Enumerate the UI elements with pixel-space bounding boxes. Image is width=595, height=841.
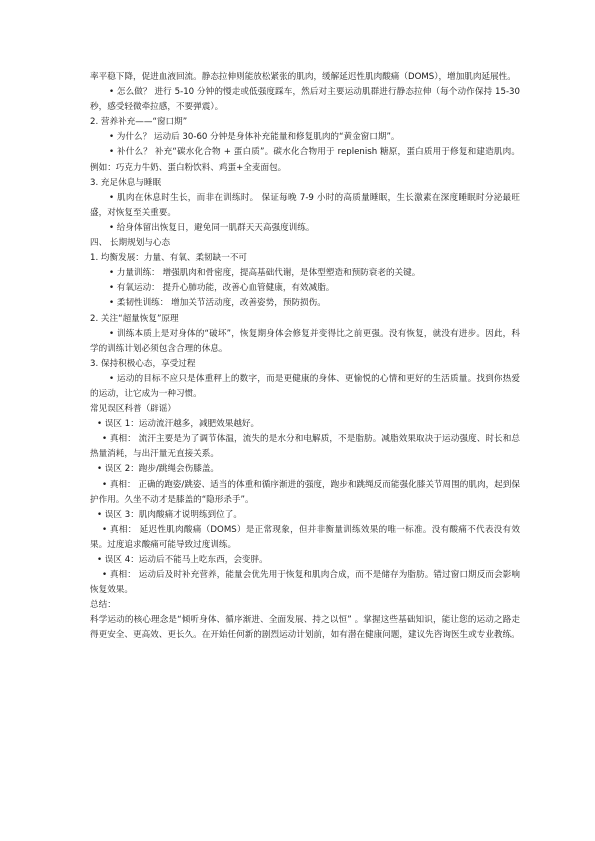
paragraph: 2. 营养补充——“窗口期”	[90, 117, 188, 128]
paragraph: • 柔韧性训练： 增加关节活动度，改善姿势，预防损伤。	[109, 298, 326, 309]
paragraph: • 怎么做？ 进行 5-10 分钟的慢走或低强度踩车，然后对主要运动肌群进行静态拉伸（每个动作保持 15-30 秒，感受轻微牵拉感，不要弹震）。	[90, 87, 520, 113]
paragraph: • 真相： 正确的跑姿/跳姿、适当的体重和循序渐进的强度，跑步和跳绳反而能强化膝关节周围的肌肉，起到保护作用。久坐不动才是膝盖的“隐形杀手”。	[90, 479, 520, 505]
paragraph: • 真相： 流汗主要是为了调节体温，流失的是水分和电解质，不是脂肪。减脂效果取决于运动强度、时长和总热量消耗，与出汗量无直接关系。	[90, 434, 520, 460]
paragraph: • 训练本质上是对身体的“破坏”，恢复期身体会修复并变得比之前更强。没有恢复，就没有进步。因此，科学的训练计划必须包含合理的休息。	[90, 328, 520, 354]
paragraph: • 误区 4：运动后不能马上吃东西，会变胖。	[97, 555, 268, 565]
paragraph: 2. 关注“超量恢复”原理	[90, 313, 179, 324]
paragraph: • 误区 1：运动流汗越多，减肥效果越好。	[97, 419, 260, 430]
paragraph: 科学运动的核心理念是“倾听身体、循序渐进、全面发展、持之以恒” 。掌握这些基础知识，能让您的运动之路走得更安全、更高效、更长久。在开始任何新的剧烈运动计划前，如有潜在健康问题，建议先咨询医生或专业教练。	[90, 615, 520, 641]
paragraph: 总结：	[90, 600, 116, 611]
paragraph: • 误区 3：肌肉酸痛才说明练到位了。	[97, 509, 242, 520]
paragraph: • 给身体留出恢复日，避免同一肌群天天高强度训练。	[109, 222, 315, 233]
paragraph: • 真相： 延迟性肌肉酸痛（DOMS）是正常现象，但并非衡量训练效果的唯一标准。没有酸痛不代表没有效果。过度追求酸痛可能导致过度训练。	[90, 524, 520, 550]
paragraph: 四、 长期规划与心态	[90, 238, 171, 249]
paragraph: • 误区 2：跑步/跳绳会伤膝盖。	[97, 464, 220, 475]
paragraph: 率平稳下降，促进血液回流。静态拉伸则能放松紧张的肌肉，缓解延迟性肌肉酸痛（DOMS），增加肌肉延展性。	[90, 72, 516, 82]
document-body	[90, 70, 520, 644]
paragraph: • 为什么？ 运动后 30-60 分钟是身体补充能量和修复肌肉的“黄金窗口期”。	[109, 132, 400, 143]
paragraph: 3. 保持积极心态，享受过程	[90, 358, 196, 369]
paragraph: • 补什么？ 补充“碳水化合物 + 蛋白质”。碳水化合物用于 replenish 糖原，蛋白质用于修复和建造肌肉。例如：巧克力牛奶、蛋白粉饮料、鸡蛋+全麦面包。	[90, 147, 520, 173]
paragraph: • 真相： 运动后及时补充营养，能量会优先用于恢复和肌肉合成，而不是储存为脂肪。错过窗口期反而会影响恢复效果。	[90, 570, 520, 596]
paragraph: • 肌肉在休息时生长，而非在训练时。 保证每晚 7-9 小时的高质量睡眠，生长激素在深度睡眠时分泌最旺盛，对恢复至关重要。	[90, 192, 520, 218]
paragraph: 3. 充足休息与睡眠	[90, 177, 162, 188]
paragraph: • 力量训练： 增强肌肉和骨密度，提高基础代谢，是体型塑造和预防衰老的关键。	[109, 268, 421, 279]
paragraph: • 运动的目标不应只是体重秤上的数字，而是更健康的身体、更愉悦的心情和更好的生活质量。找到你热爱的运动，让它成为一种习惯。	[90, 373, 520, 399]
paragraph: 1. 均衡发展：力量、有氧、柔韧缺一不可	[90, 253, 248, 264]
paragraph: • 有氧运动： 提升心肺功能，改善心血管健康，有效减脂。	[109, 283, 335, 294]
paragraph: 常见误区科普（辟谣）	[90, 404, 176, 415]
